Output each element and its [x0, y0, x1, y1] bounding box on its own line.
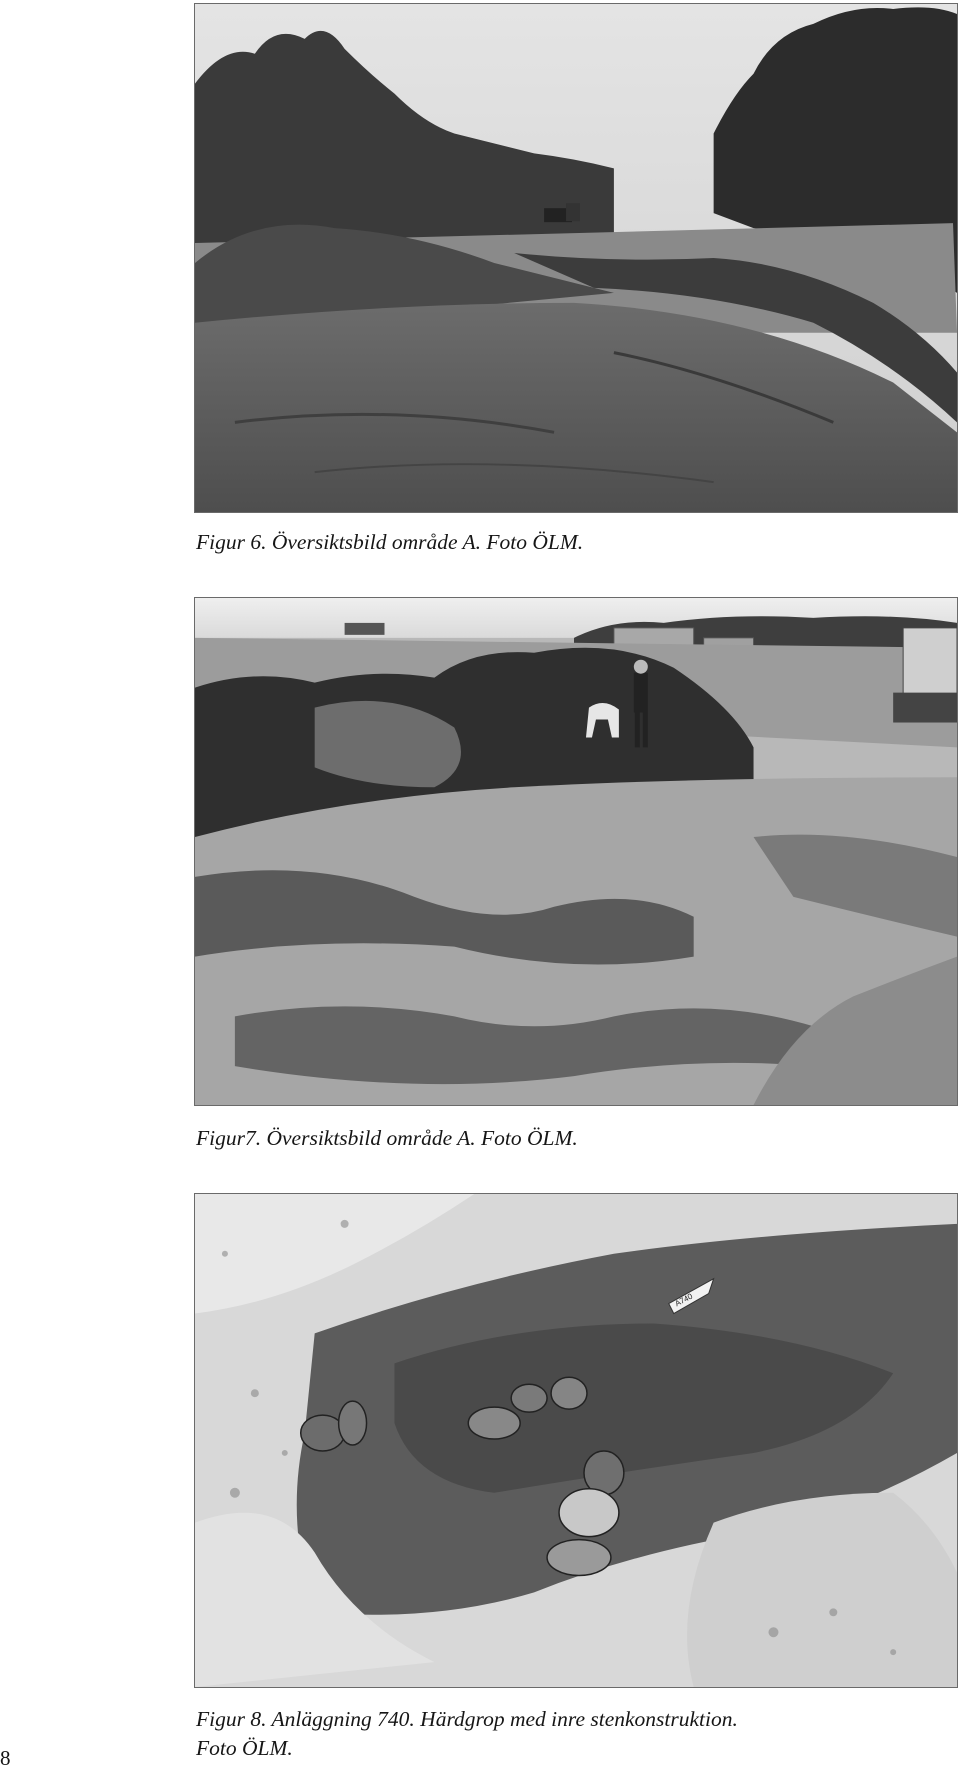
figure-7-photo: [194, 597, 958, 1106]
svg-text:A740: A740: [673, 1291, 695, 1309]
figure-8-caption-line2: Foto ÖLM.: [196, 1736, 293, 1760]
figure-7-excavation-image: [195, 598, 957, 1105]
figure-6-photo: [194, 3, 958, 513]
figure-8-photo: [194, 1193, 958, 1688]
figure-6-caption: Figur 6. Översiktsbild område A. Foto ÖLM.: [196, 530, 584, 554]
figure-6-landscape-image: [195, 4, 957, 512]
page-number: 8: [0, 1746, 11, 1770]
figure-7-caption: Figur7. Översiktsbild område A. Foto ÖLM.: [196, 1126, 578, 1150]
figure-8-caption-line1: Figur 8. Anläggning 740. Härdgrop med inre stenkonstruktion.: [196, 1707, 738, 1731]
figure-8-hearth-pit-image: [195, 1194, 957, 1687]
